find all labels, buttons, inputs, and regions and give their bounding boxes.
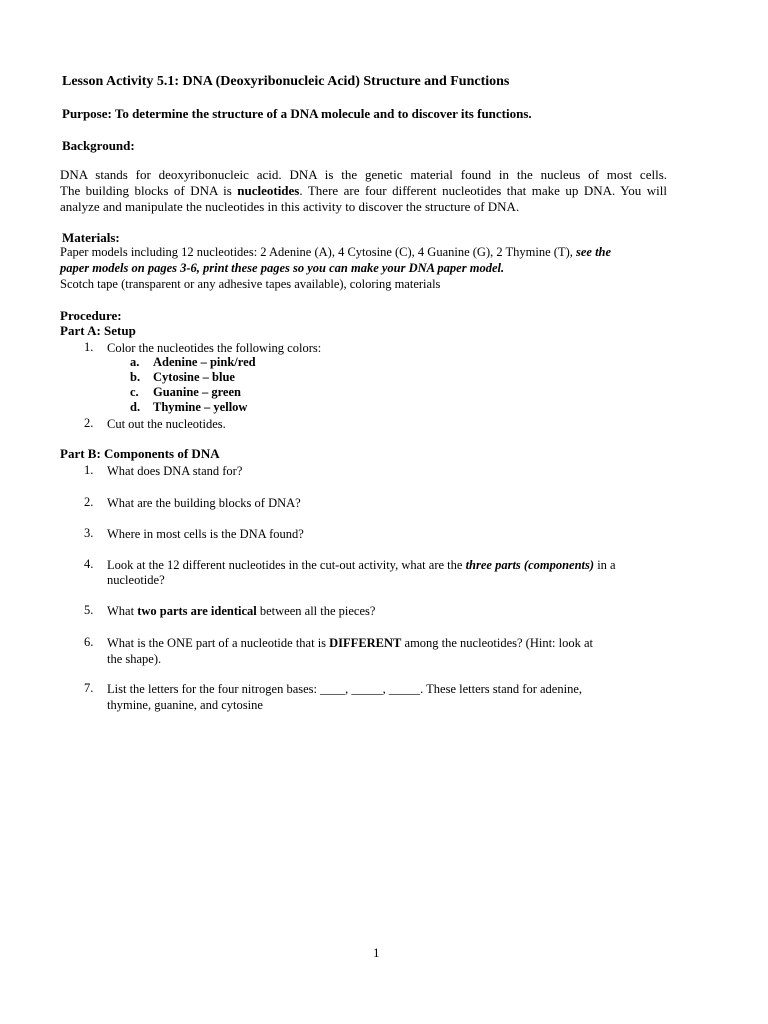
question-1: What does DNA stand for? — [107, 464, 243, 478]
question-number: 2. — [84, 495, 94, 509]
color-guanine: Guanine – green — [153, 385, 241, 399]
question-6-continued: the shape). — [107, 652, 162, 666]
part-a-heading: Part A: Setup — [60, 323, 136, 338]
materials-line-1: Paper models including 12 nucleotides: 2 Adenine (A), 4 Cytosine (C), 4 Guanine (G), 2 Thymine (T), see the — [60, 245, 612, 259]
lesson-title: Lesson Activity 5.1: DNA (Deoxyribonucleic Acid) Structure and Functions — [62, 74, 510, 89]
step-color-nucleotides: Color the nucleotides the following colors: — [107, 341, 322, 355]
background-line-1: DNA stands for deoxyribonucleic acid. DNA is the genetic material found in the nucleus of most cells. — [60, 167, 667, 182]
materials-line-3: Scotch tape (transparent or any adhesive tapes available), coloring materials — [60, 277, 441, 291]
page-number: 1 — [373, 945, 380, 960]
color-letter: d. — [130, 400, 141, 414]
question-number: 1. — [84, 463, 94, 477]
question-number: 4. — [84, 557, 94, 571]
materials-line-2: paper models on pages 3-6, print these pages so you can make your DNA paper model. — [60, 261, 505, 275]
background-line-2: The building blocks of DNA is nucleotides. There are four different nucleotides that make up DNA. You will — [60, 183, 667, 198]
question-number: 6. — [84, 635, 94, 649]
question-number: 7. — [84, 681, 94, 695]
question-2: What are the building blocks of DNA? — [107, 496, 301, 510]
question-7-continued: thymine, guanine, and cytosine — [107, 698, 263, 712]
question-6: What is the ONE part of a nucleotide that is DIFFERENT among the nucleotides? (Hint: look at — [107, 636, 594, 650]
nucleotides-term: nucleotides — [237, 183, 300, 198]
color-thymine: Thymine – yellow — [153, 400, 248, 414]
step-cut-out: Cut out the nucleotides. — [107, 417, 226, 431]
color-letter: b. — [130, 370, 141, 384]
background-heading: Background: — [62, 138, 135, 153]
question-4-continued: nucleotide? — [107, 573, 165, 587]
part-b-heading: Part B: Components of DNA — [60, 446, 220, 461]
step-number: 2. — [84, 416, 94, 430]
question-7: List the letters for the four nitrogen bases: ____, _____, _____. These letters stand for adenine, — [107, 682, 582, 696]
procedure-heading: Procedure: — [60, 308, 122, 323]
color-letter: a. — [130, 355, 140, 369]
color-letter: c. — [130, 385, 139, 399]
color-adenine: Adenine – pink/red — [153, 355, 256, 369]
question-number: 3. — [84, 526, 94, 540]
materials-heading: Materials: — [62, 230, 120, 245]
question-4: Look at the 12 different nucleotides in the cut-out activity, what are the three parts (components) in a — [107, 558, 616, 572]
color-cytosine: Cytosine – blue — [153, 370, 235, 384]
step-number: 1. — [84, 340, 94, 354]
question-5: What two parts are identical between all the pieces? — [107, 604, 376, 618]
question-3: Where in most cells is the DNA found? — [107, 527, 304, 541]
purpose-statement: Purpose: To determine the structure of a DNA molecule and to discover its functions. — [62, 106, 532, 121]
question-number: 5. — [84, 603, 94, 617]
background-line-3: analyze and manipulate the nucleotides in this activity to discover the structure of DNA. — [60, 199, 520, 214]
